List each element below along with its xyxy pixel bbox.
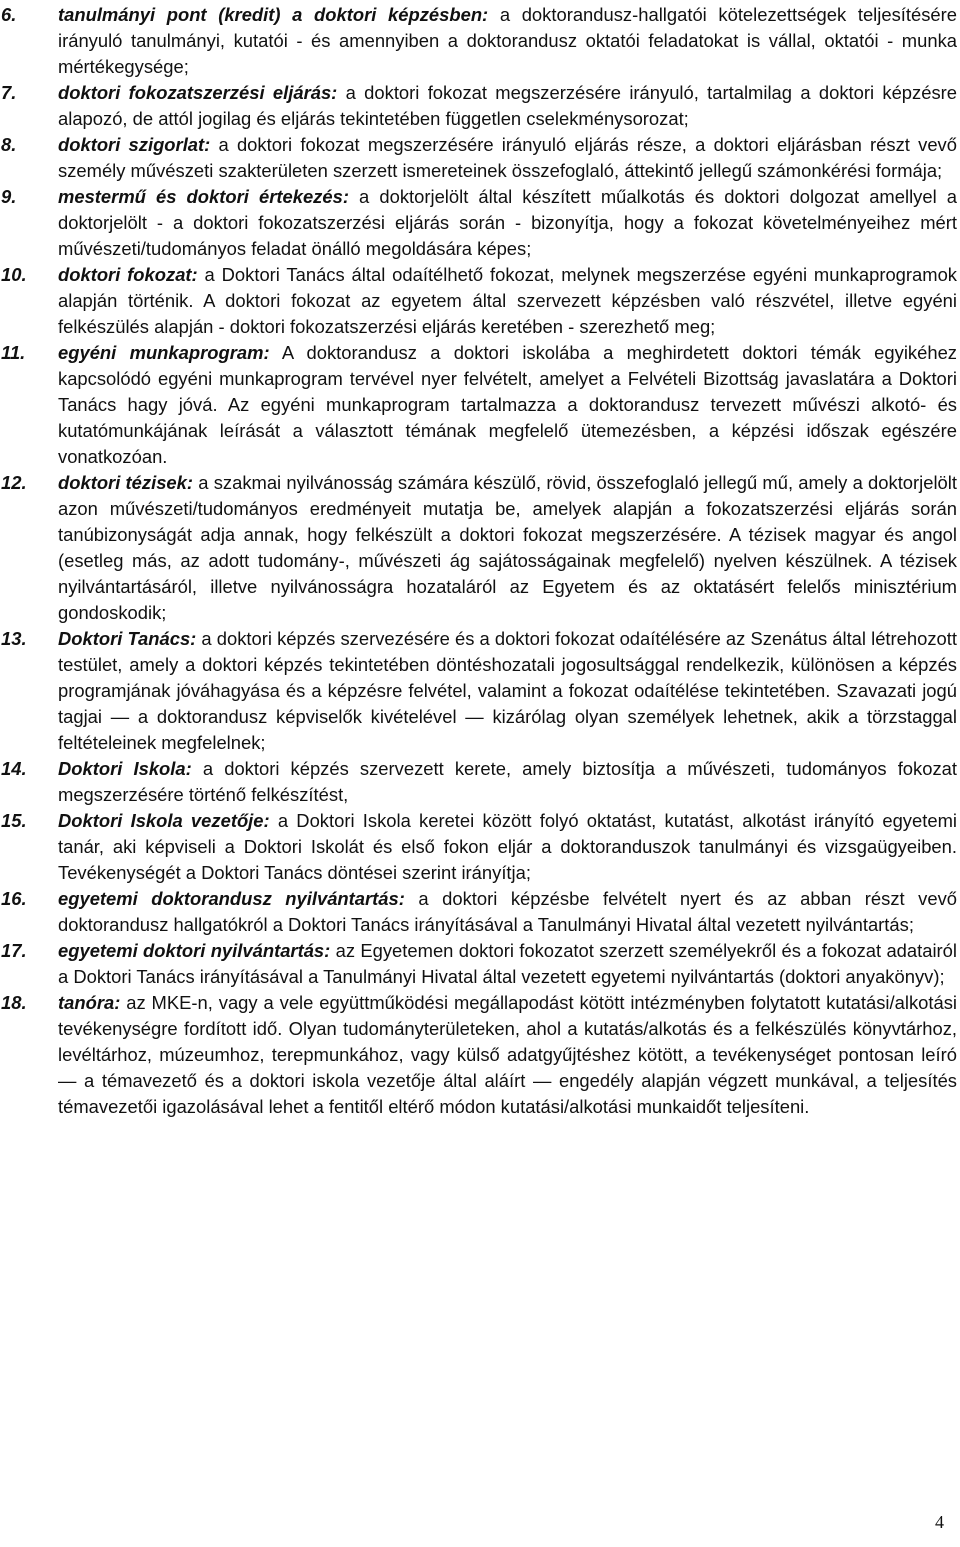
definition-item-18 [0,990,957,1120]
item-text: a doktori fokozat megszerzésére irányuló eljárás része, a doktori eljárásban részt vevő személy művészeti szakterületen szerzett ismereteinek összefoglaló, áttekintő jellegű számonkérési formája; [58,134,957,181]
item-text: a doktori képzés szervezett kerete, amely biztosítja a művészeti, tudományos fokozat megszerzésére történő felkészítést, [58,758,957,805]
item-term: doktori tézisek: [58,472,194,493]
item-text: a Doktori Iskola keretei között folyó oktatást, kutatást, alkotást irányító egyetemi tanár, aki képviseli a Doktori Iskolát és első fokon eljár a doktoranduszok tanulmányi és vizsgaügyeiben. Tevékenységét a Doktori Tanács döntései szerint irányítja; [58,810,957,883]
definition-item-9 [0,184,957,262]
item-number: 9. [1,186,17,207]
item-number: 7. [1,82,17,103]
item-term: Doktori Iskola vezetője: [58,810,270,831]
definition-item-7 [0,80,957,132]
definition-item-8 [0,132,957,184]
definition-item-17 [0,938,957,990]
item-text: a szakmai nyilvánosság számára készülő, rövid, összefoglaló jellegű mű, amely a doktorjelölt azon művészeti/tudományos eredményeit mutatja be, amelyek alapján a fokozatszerzési eljárás során tanúbizonyságát adja annak, hogy felkészült a doktori fokozat megszerzésére. A tézisek magyar és angol (esetleg más, az adott tudomány-, művészeti ág sajátosságainak megfelelő) nyelven készülnek. A tézisek nyilvántartásáról, illetve nyilvánosságra hozataláról az Egyetem és az oktatásért felelős minisztérium gondoskodik; [58,472,957,623]
definition-item-14 [0,756,957,808]
item-number: 11. [1,342,26,363]
definition-list [0,2,957,1120]
item-number: 10. [1,264,27,285]
item-number: 16. [1,888,27,909]
item-term: tanóra: [58,992,121,1013]
item-term: egyetemi doktorandusz nyilvántartás: [58,888,405,909]
item-term: doktori szigorlat: [58,134,211,155]
item-text: a doktori képzés szervezésére és a doktori fokozat odaítélésére az Szenátus által létrehozott testület, amely a doktori képzés tekintetében döntéshozatali jogosultsággal rendelkezik, különösen a képzés programjának jóváhagyása és a képzésre felvétel, valamint a fokozat odaítélése tekintetében. Szavazati jogú tagjai — a doktorandusz képviselők kivételével — kizárólag olyan személyek lehetnek, akik a törzstaggal feltételeinek megfelelnek; [58,628,957,753]
item-number: 14. [1,758,27,779]
item-term: Doktori Iskola: [58,758,192,779]
definition-item-6 [0,2,957,80]
item-term: doktori fokozatszerzési eljárás: [58,82,338,103]
item-text: A doktorandusz a doktori iskolába a meghirdetett doktori témák egyikéhez kapcsolódó egyéni munkaprogram tervével nyer felvételt, amelyet a Felvételi Bizottság javaslatára a Doktori Tanács hagy jóvá. Az egyéni munkaprogram tartalmazza a doktorandusz tervezett művészi alkotó- és kutatómunkájának leírását a választott témának megfelelő ütemezésben, a képzési időszak egészére vonatkozóan. [58,342,957,467]
item-term: doktori fokozat: [58,264,198,285]
item-number: 6. [1,4,17,25]
item-text: az MKE-n, vagy a vele együttműködési megállapodást kötött intézményben folytatott kutatási/alkotási tevékenységre fordított idő. Olyan tudományterületeken, ahol a kutatás/alkotás és a felkészülés könyvtárhoz, levéltárhoz, múzeumhoz, terepmunkához, vagy külső adatgyűjtéshez kötött, a tevékenységet pontosan leíró — a témavezető és a doktori iskola vezetője által aláírt — engedély alapján végzett munkával, a teljesítés témavezetői igazolásával lehet a fentitől eltérő módon kutatási/alkotási munkaidőt teljesíteni. [58,992,957,1117]
item-number: 18. [1,992,27,1013]
definition-item-11 [0,340,957,470]
item-term: egyéni munkaprogram: [58,342,270,363]
item-text: a doktorjelölt által készített műalkotás és doktori dolgozat amellyel a doktorjelölt - a doktori fokozatszerzési eljárás során - bizonyítja, hogy a fokozat követelményeihez mért művészeti/tudományos feladat önálló megoldására képes; [58,186,957,259]
item-number: 13. [1,628,27,649]
item-number: 15. [1,810,27,831]
item-term: tanulmányi pont (kredit) a doktori képzésben: [58,4,489,25]
definition-item-13 [0,626,957,756]
definition-item-15 [0,808,957,886]
definition-item-10 [0,262,957,340]
item-term: mestermű és doktori értekezés: [58,186,349,207]
item-term: egyetemi doktori nyilvántartás: [58,940,331,961]
item-text: a doktorandusz-hallgatói kötelezettségek teljesítésére irányuló tanulmányi, kutatói - és amennyiben a doktorandusz oktatói feladatokat is vállal, oktatói - munka mértékegysége; [58,4,957,77]
definition-item-12 [0,470,957,626]
page-number: 4 [935,1512,944,1532]
item-text: a doktori képzésbe felvételt nyert és az abban részt vevő doktorandusz hallgatókról a Doktori Tanács irányításával a Tanulmányi Hivatal által vezetett nyilvántartás; [58,888,957,935]
definition-item-16 [0,886,957,938]
item-term: Doktori Tanács: [58,628,197,649]
item-number: 8. [1,134,17,155]
item-number: 12. [1,472,27,493]
item-number: 17. [1,940,27,961]
item-text: az Egyetemen doktori fokozatot szerzett személyekről és a fokozat adatairól a Doktori Tanács irányításával a Tanulmányi Hivatal által vezetett egyetemi nyilvántartás (doktori anyakönyv); [58,940,957,987]
item-text: a doktori fokozat megszerzésére irányuló, tartalmilag a doktori képzésre alapozó, de attól jogilag és eljárás tekintetében független cselekménysorozat; [58,82,957,129]
item-text: a Doktori Tanács által odaítélhető fokozat, melynek megszerzése egyéni munkaprogramok alapján történik. A doktori fokozat az egyetem által szervezett képzésben való részvétel, illetve egyéni felkészülés alapján - doktori fokozatszerzési eljárás keretében - szerezhető meg; [58,264,958,337]
